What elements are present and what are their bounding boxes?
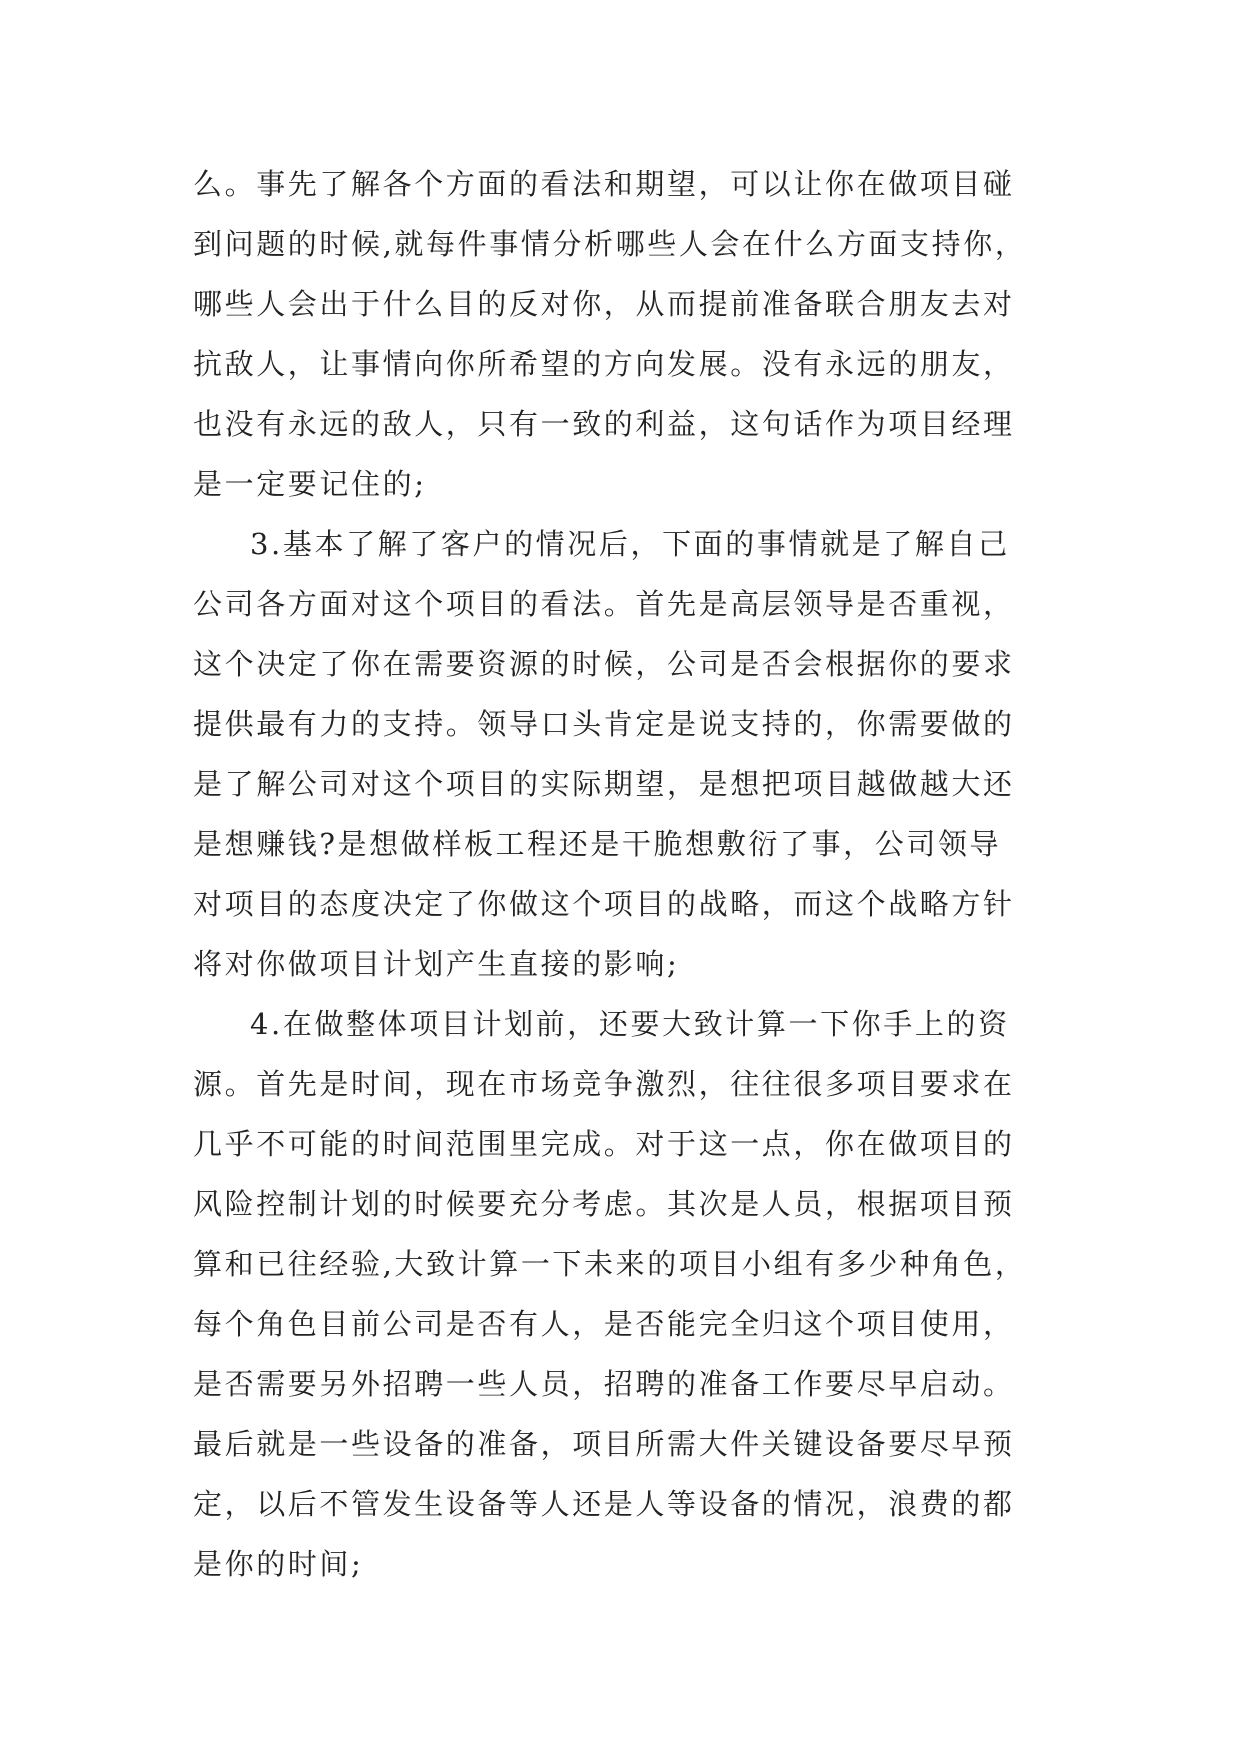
text-line: 是一定要记住的; [193,467,427,501]
text-line: 每个角色目前公司是否有人，是否能完全归这个项目使用， [193,1307,1015,1341]
text-line: 么。事先了解各个方面的看法和期望，可以让你在做项目碰 [193,167,1015,201]
text-line: 最后就是一些设备的准备，项目所需大件关键设备要尽早预 [193,1427,1015,1461]
text-line: 将对你做项目计划产生直接的影响; [193,947,680,981]
paragraph-start-item-3: 3.基本了解了客户的情况后，下面的事情就是了解自己 [250,527,1010,561]
text-line: 提供最有力的支持。领导口头肯定是说支持的，你需要做的 [193,707,1015,741]
text-line: 几乎不可能的时间范围里完成。对于这一点，你在做项目的 [193,1127,1015,1161]
text-line: 是想赚钱?是想做样板工程还是干脆想敷衍了事，公司领导 [193,827,1002,861]
text-line: 风险控制计划的时候要充分考虑。其次是人员，根据项目预 [193,1187,1015,1221]
text-line: 是你的时间; [193,1547,364,1581]
text-line: 哪些人会出于什么目的反对你，从而提前准备联合朋友去对 [193,287,1015,321]
text-line: 源。首先是时间，现在市场竞争激烈，往往很多项目要求在 [193,1067,1015,1101]
text-line: 公司各方面对这个项目的看法。首先是高层领导是否重视， [193,587,1015,621]
text-line: 也没有永远的敌人，只有一致的利益，这句话作为项目经理 [193,407,1015,441]
text-line: 对项目的态度决定了你做这个项目的战略，而这个战略方针 [193,887,1015,921]
text-line: 是否需要另外招聘一些人员，招聘的准备工作要尽早启动。 [193,1367,1015,1401]
text-line: 到问题的时候,就每件事情分析哪些人会在什么方面支持你， [193,227,1027,261]
text-line: 这个决定了你在需要资源的时候，公司是否会根据你的要求 [193,647,1015,681]
text-line: 定，以后不管发生设备等人还是人等设备的情况，浪费的都 [193,1487,1015,1521]
paragraph-start-item-4: 4.在做整体项目计划前，还要大致计算一下你手上的资 [250,1007,1010,1041]
text-line: 算和已往经验,大致计算一下未来的项目小组有多少种角色， [193,1247,1027,1281]
text-line: 抗敌人，让事情向你所希望的方向发展。没有永远的朋友， [193,347,1015,381]
text-line: 是了解公司对这个项目的实际期望，是想把项目越做越大还 [193,767,1015,801]
